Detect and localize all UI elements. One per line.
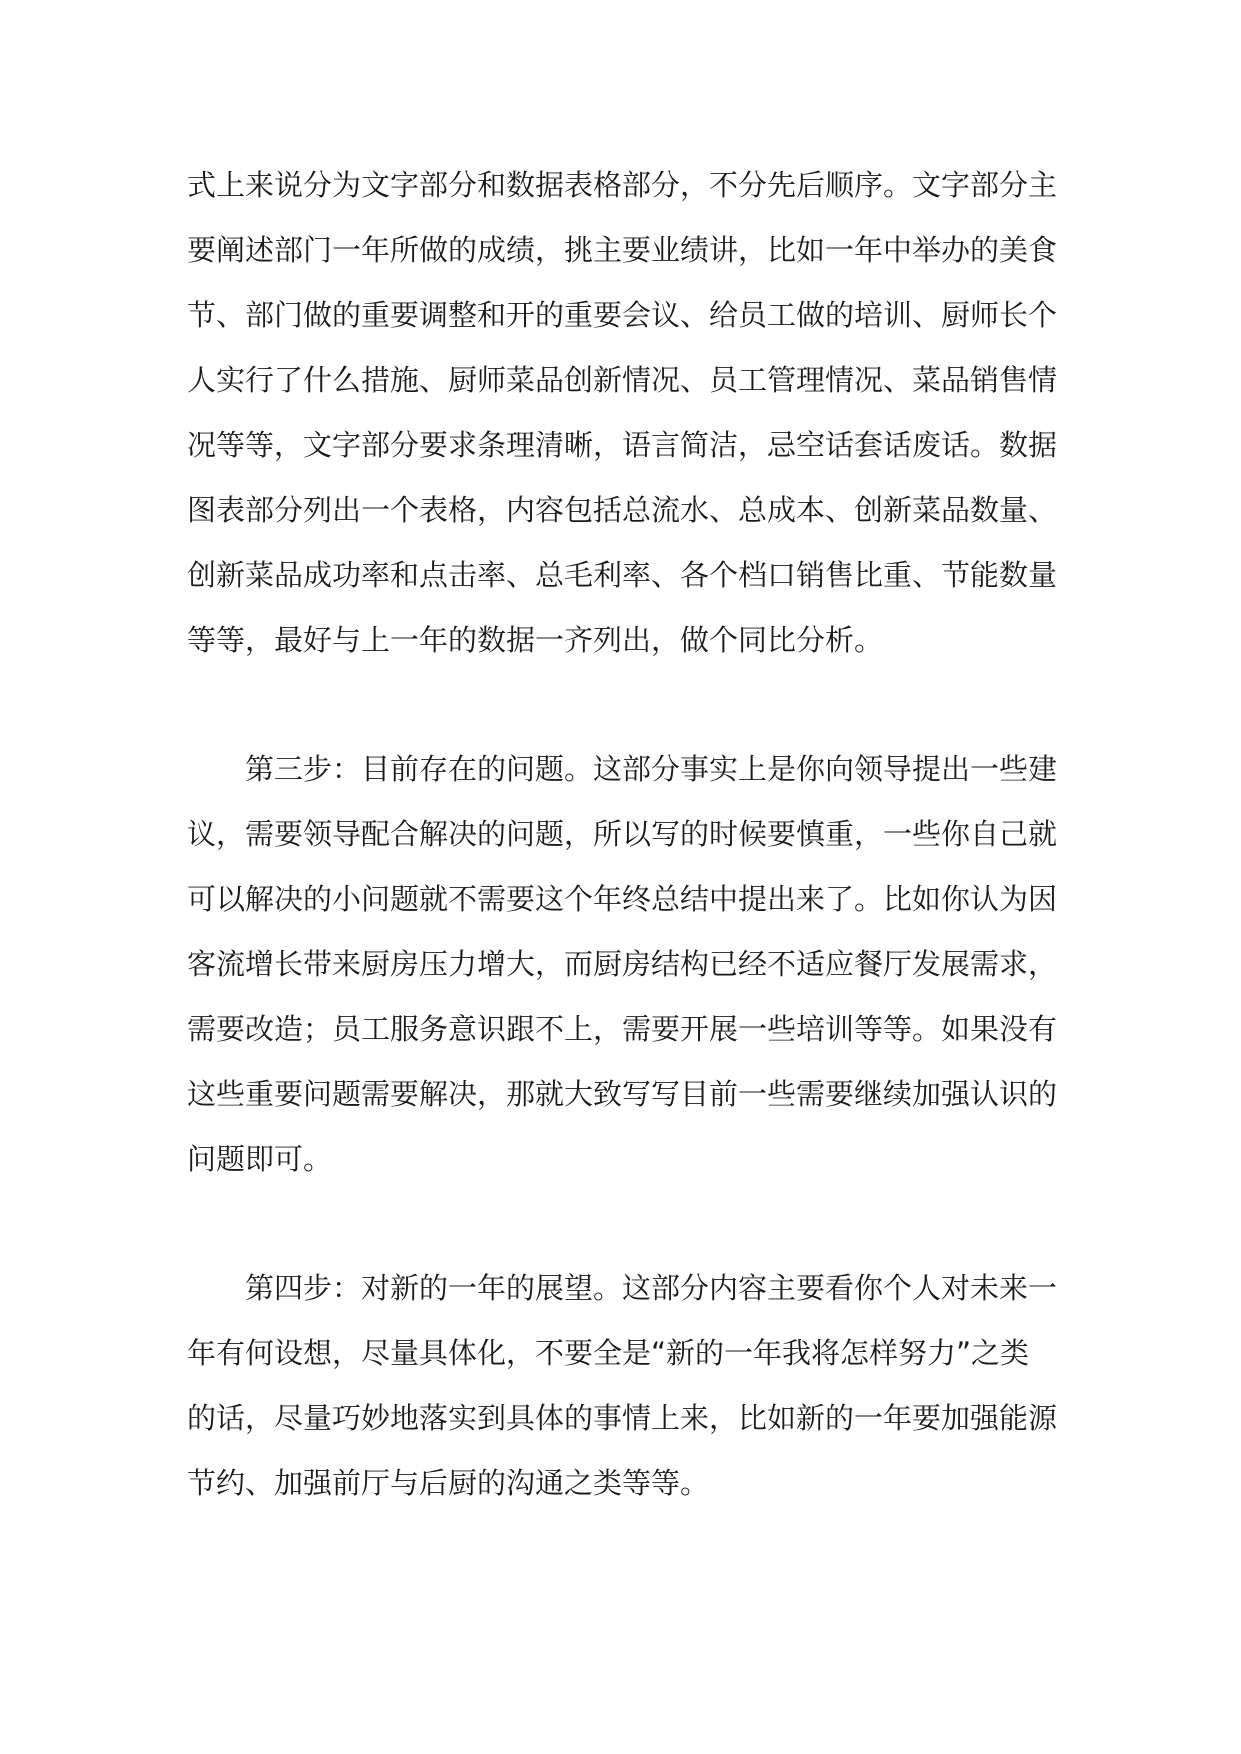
- paragraph-report-content: [187, 153, 1087, 673]
- paragraph-line: 需要改造；员工服务意识跟不上，需要开展一些培训等等。如果没有: [187, 1012, 1058, 1046]
- paragraph-line: 客流增长带来厨房压力增大，而厨房结构已经不适应餐厅发展需求，: [187, 947, 1058, 981]
- paragraph-line: 问题即可。: [187, 1142, 333, 1176]
- paragraph-line: 的话，尽量巧妙地落实到具体的事情上来，比如新的一年要加强能源: [187, 1401, 1058, 1435]
- paragraph-line: 要阐述部门一年所做的成绩，挑主要业绩讲，比如一年中举办的美食: [187, 233, 1058, 267]
- paragraph-line: 年有何设想，尽量具体化，不要全是“新的一年我将怎样努力”之类: [187, 1336, 1030, 1370]
- paragraph-line: 这些重要问题需要解决，那就大致写写目前一些需要继续加强认识的: [187, 1077, 1058, 1111]
- paragraph-line: 式上来说分为文字部分和数据表格部分，不分先后顺序。文字部分主: [187, 168, 1058, 202]
- paragraph-line: 图表部分列出一个表格，内容包括总流水、总成本、创新菜品数量、: [187, 493, 1058, 527]
- paragraph-line: 节、部门做的重要调整和开的重要会议、给员工做的培训、厨师长个: [187, 298, 1058, 332]
- paragraph-line: 议，需要领导配合解决的问题，所以写的时候要慎重，一些你自己就: [187, 817, 1058, 851]
- paragraph-step-four: [187, 1256, 1087, 1516]
- paragraph-line: 创新菜品成功率和点击率、总毛利率、各个档口销售比重、节能数量: [187, 558, 1058, 592]
- paragraph-step-three: [187, 737, 1087, 1192]
- paragraph-line: 等等，最好与上一年的数据一齐列出，做个同比分析。: [187, 623, 884, 657]
- paragraph-line: 节约、加强前厅与后厨的沟通之类等等。: [187, 1466, 710, 1500]
- paragraph-line: 人实行了什么措施、厨师菜品创新情况、员工管理情况、菜品销售情: [187, 363, 1058, 397]
- paragraph-line: 第四步：对新的一年的展望。这部分内容主要看你个人对未来一: [245, 1271, 1058, 1305]
- paragraph-line: 第三步：目前存在的问题。这部分事实上是你向领导提出一些建: [245, 752, 1058, 786]
- paragraph-line: 况等等，文字部分要求条理清晰，语言简洁，忌空话套话废话。数据: [187, 428, 1058, 462]
- paragraph-line: 可以解决的小问题就不需要这个年终总结中提出来了。比如你认为因: [187, 882, 1058, 916]
